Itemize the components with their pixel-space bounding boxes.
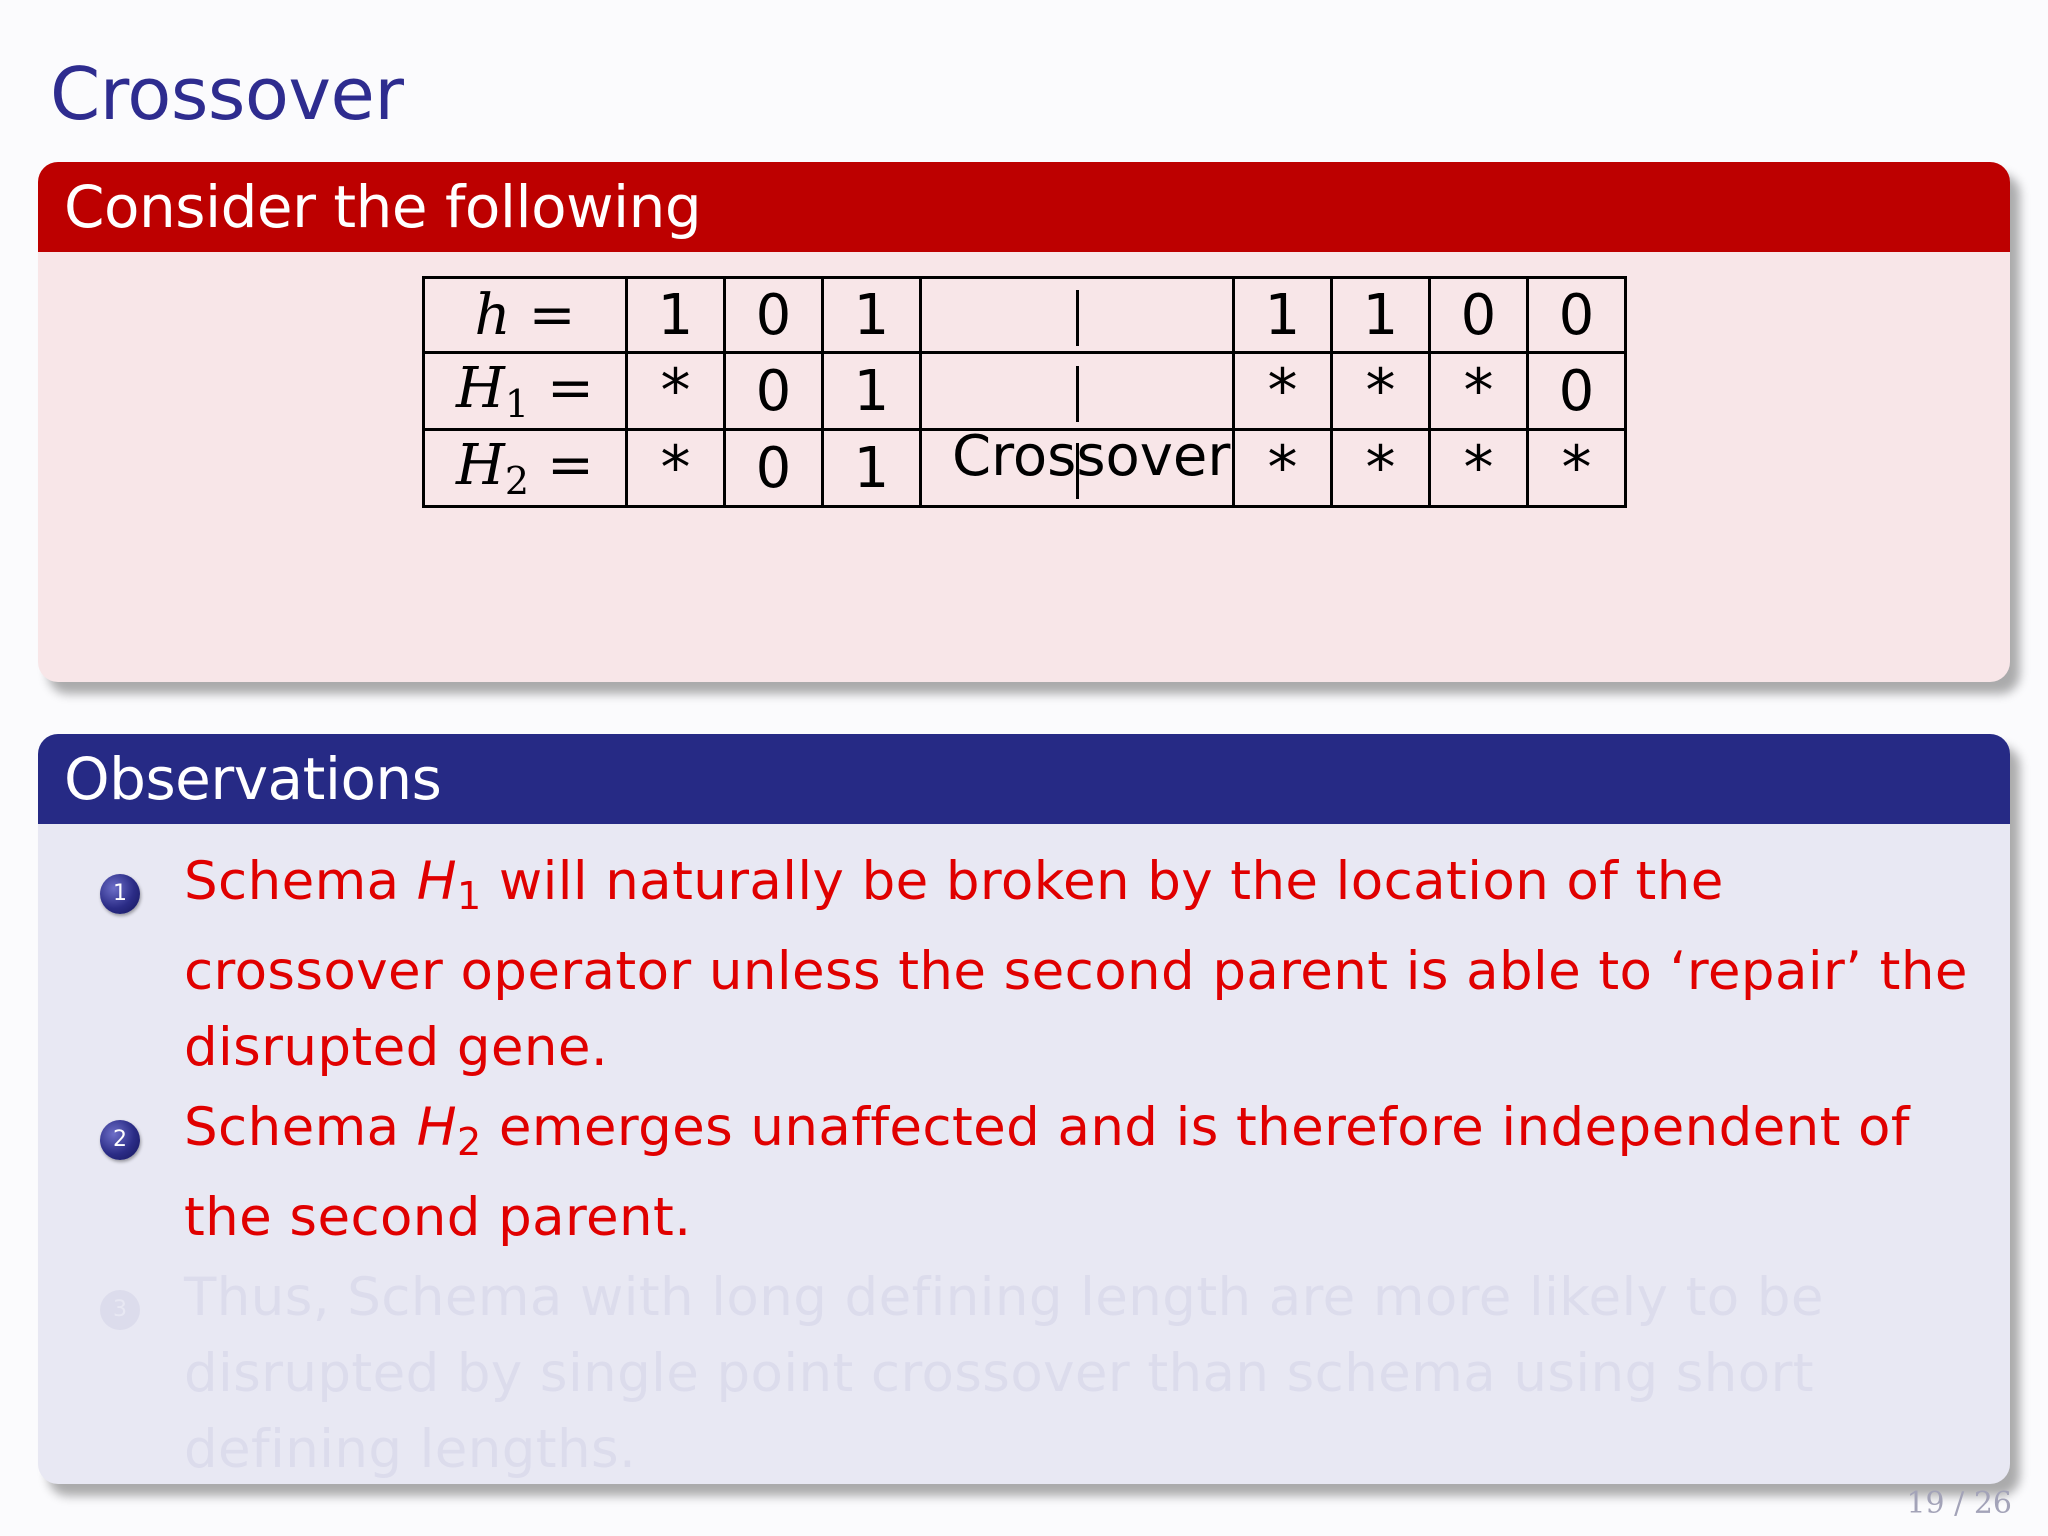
alert-block-title: Consider the following bbox=[38, 162, 2010, 252]
table-cell: * bbox=[1234, 430, 1332, 507]
page-number: 19 / 26 bbox=[1906, 1486, 2012, 1521]
table-cell: * bbox=[1234, 353, 1332, 430]
row-label: $H_1$ = bbox=[424, 353, 627, 430]
observations-block-title: Observations bbox=[38, 734, 2010, 824]
table-cell: * bbox=[627, 430, 725, 507]
table-cell: * bbox=[1332, 353, 1430, 430]
number-bullet-icon: 1 bbox=[100, 874, 140, 914]
table-cell: 0 bbox=[725, 278, 823, 353]
row-label: $H_2$ = bbox=[424, 430, 627, 507]
table-caption: Crossover bbox=[952, 424, 1231, 489]
table-cell: * bbox=[1430, 353, 1528, 430]
row-label: h = bbox=[424, 278, 627, 353]
number-bullet-icon: 2 bbox=[100, 1120, 140, 1160]
observation-text: Schema $H_2$ emerges unaffected and is therefore independent of the second parent. bbox=[184, 1097, 1910, 1248]
table-cell: 1 bbox=[823, 430, 921, 507]
table-cell: * bbox=[1332, 430, 1430, 507]
table-row-h bbox=[424, 278, 1626, 353]
table-cell: 0 bbox=[1528, 353, 1626, 430]
number-bullet-icon: 3 bbox=[100, 1290, 140, 1330]
table-cell: 1 bbox=[823, 278, 921, 353]
observation-text: Thus, Schema with long defining length are more likely to be disrupted by single point crossover than schema using short defining lengths. bbox=[184, 1267, 1824, 1480]
table-cell: * bbox=[1528, 430, 1626, 507]
alert-block bbox=[38, 162, 2010, 682]
table-cell: * bbox=[627, 353, 725, 430]
table-row-h1 bbox=[424, 353, 1626, 430]
table-cell: 0 bbox=[725, 353, 823, 430]
table-cell: 1 bbox=[823, 353, 921, 430]
frame-title: Crossover bbox=[50, 52, 404, 136]
observation-text: Schema $H_1$ will naturally be broken by the location of the crossover operator unless the second parent is able to ‘repair’ the disrupted gene. bbox=[184, 851, 1968, 1078]
crossover-point bbox=[921, 353, 1234, 430]
table-cell: 0 bbox=[1430, 278, 1528, 353]
table-cell: 1 bbox=[1234, 278, 1332, 353]
observations-block bbox=[38, 734, 2010, 1484]
crossover-point bbox=[921, 278, 1234, 353]
table-cell: 1 bbox=[1332, 278, 1430, 353]
table-cell: 0 bbox=[725, 430, 823, 507]
table-cell: * bbox=[1430, 430, 1528, 507]
table-cell: 0 bbox=[1528, 278, 1626, 353]
table-cell: 1 bbox=[627, 278, 725, 353]
